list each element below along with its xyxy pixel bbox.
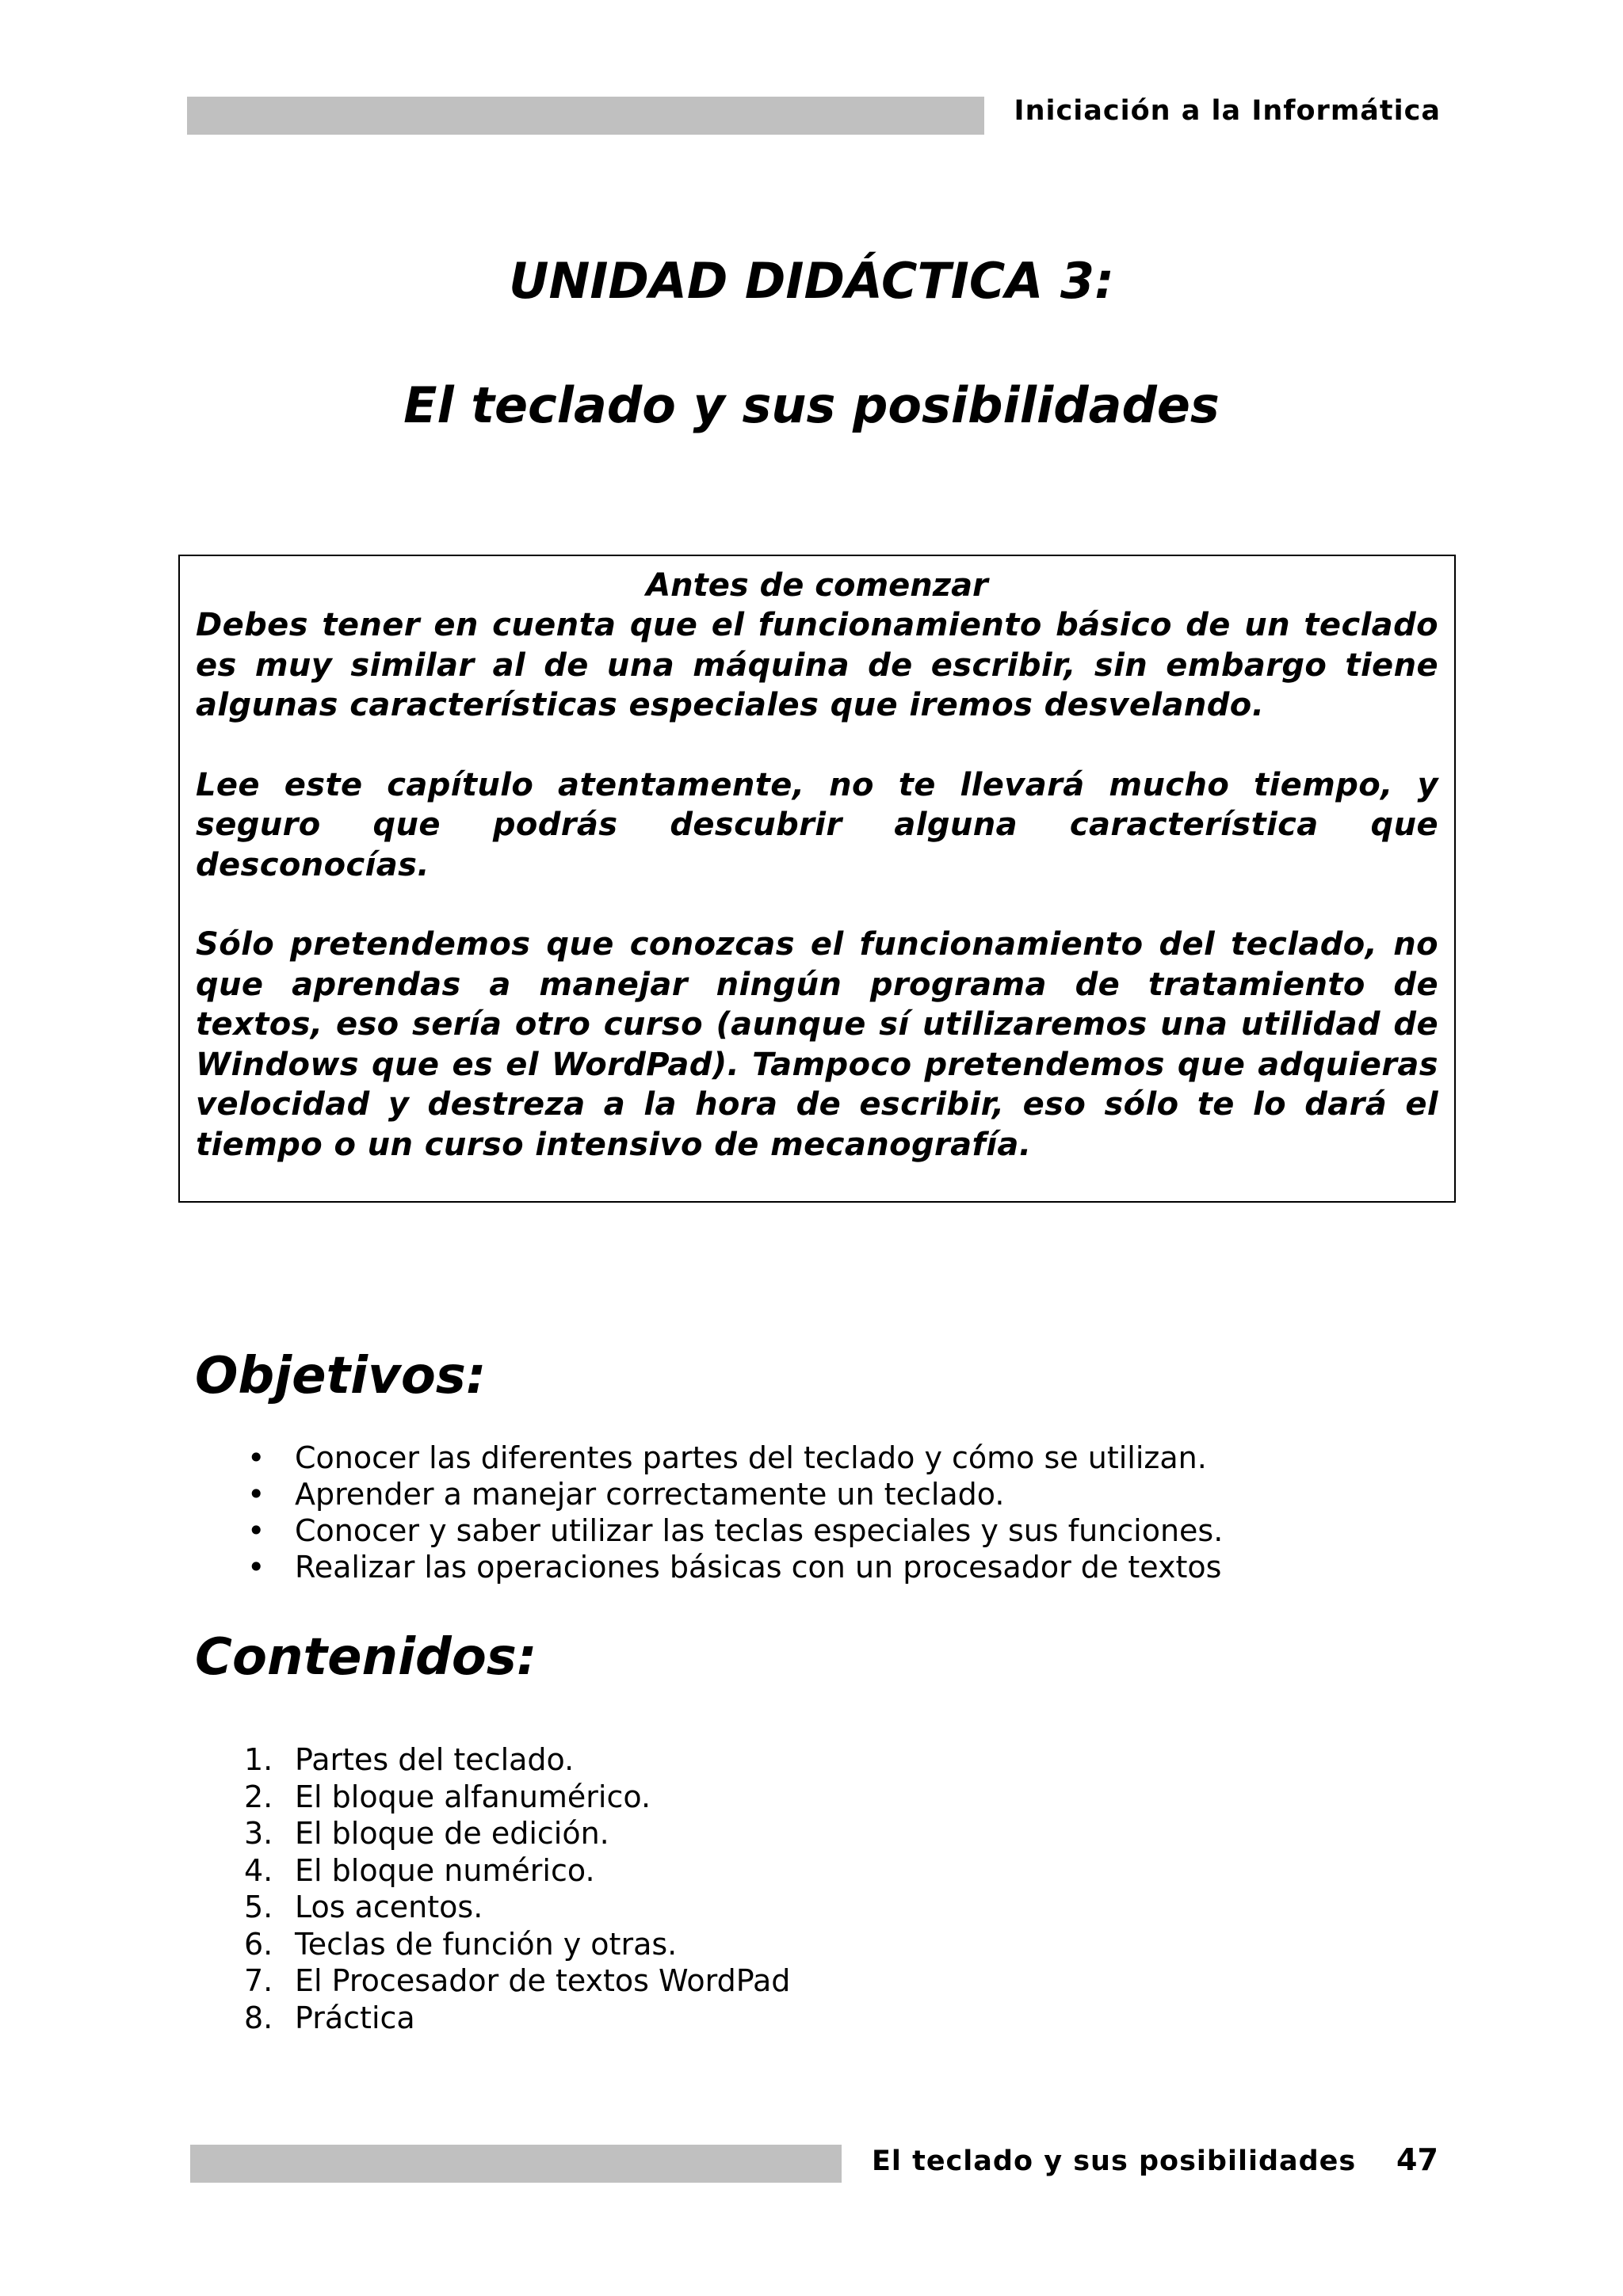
footer-title: El teclado y sus posibilidades: [872, 2145, 1357, 2177]
unit-title: UNIDAD DIDÁCTICA 3:: [509, 252, 1114, 310]
content-text: El bloque numérico.: [295, 1852, 595, 1888]
item-number: 6.: [244, 1926, 273, 1962]
list-item: [238, 1779, 790, 1816]
item-number: 8.: [244, 2000, 273, 2035]
list-item: [238, 1549, 1223, 1585]
content-text: El bloque alfanumérico.: [295, 1779, 651, 1814]
content-text: Teclas de función y otras.: [295, 1926, 678, 1962]
item-number: 7.: [244, 1963, 273, 1998]
intro-box: [178, 555, 1456, 1203]
content-text: El Procesador de textos WordPad: [295, 1963, 791, 1998]
content-text: Los acentos.: [295, 1890, 483, 1924]
objective-text: Aprender a manejar correctamente un teclado.: [295, 1477, 1005, 1512]
page-number: 47: [1396, 2142, 1438, 2177]
list-item: [238, 1926, 790, 1963]
list-item: [238, 1741, 790, 1779]
objectives-list: [238, 1440, 1223, 1585]
item-number: 5.: [244, 1890, 273, 1924]
content-text: Partes del teclado.: [295, 1742, 575, 1777]
intro-paragraph: Debes tener en cuenta que el funcionamiento básico de un teclado es muy similar al de una máquina de escribir, sin embargo tiene algunas características especiales que iremos desvelando.: [196, 607, 1438, 723]
list-item: [238, 1962, 790, 2000]
list-item: [238, 1512, 1223, 1549]
unit-subtitle: El teclado y sus posibilidades: [403, 376, 1220, 434]
bullet-icon: •: [247, 1440, 265, 1475]
intro-heading: Antes de comenzar: [646, 567, 988, 604]
item-number: 3.: [244, 1816, 273, 1851]
item-number: 1.: [244, 1742, 273, 1777]
objective-text: Conocer y saber utilizar las teclas especiales y sus funciones.: [295, 1513, 1224, 1548]
objective-text: Conocer las diferentes partes del teclado y cómo se utilizan.: [295, 1440, 1207, 1475]
item-number: 2.: [244, 1779, 273, 1814]
footer-bar: [190, 2145, 842, 2183]
item-number: 4.: [244, 1852, 273, 1888]
header-title: Iniciación a la Informática: [1014, 95, 1441, 127]
header-bar: [187, 97, 984, 135]
content-text: El bloque de edición.: [295, 1816, 609, 1851]
objectives-title: Objetivos:: [195, 1347, 487, 1405]
list-item: [238, 2000, 790, 2037]
bullet-icon: •: [247, 1513, 265, 1548]
content-text: Práctica: [295, 2000, 415, 2035]
contents-list: [238, 1741, 790, 2036]
list-item: [238, 1476, 1223, 1512]
bullet-icon: •: [247, 1477, 265, 1512]
contents-title: Contenidos:: [195, 1628, 537, 1687]
list-item: [238, 1815, 790, 1852]
intro-paragraph: Lee este capítulo atentamente, no te llevará mucho tiempo, y seguro que podrás descubrir alguna característica que desconocías.: [196, 766, 1438, 883]
objective-text: Realizar las operaciones básicas con un procesador de textos: [295, 1550, 1222, 1585]
list-item: [238, 1852, 790, 1890]
intro-paragraph: Sólo pretendemos que conozcas el funcionamiento del teclado, no que aprendas a manejar ningún programa de tratamiento de textos, eso sería otro curso (aunque sí utilizaremos una utilidad de Windows que es el WordPad). Tampoco pretendemos que adquieras velocidad y destreza a la hora de escribir, eso sólo te lo dará el tiempo o un curso intensivo de mecanografía.: [196, 926, 1438, 1163]
list-item: [238, 1440, 1223, 1476]
list-item: [238, 1889, 790, 1926]
bullet-icon: •: [247, 1550, 265, 1585]
